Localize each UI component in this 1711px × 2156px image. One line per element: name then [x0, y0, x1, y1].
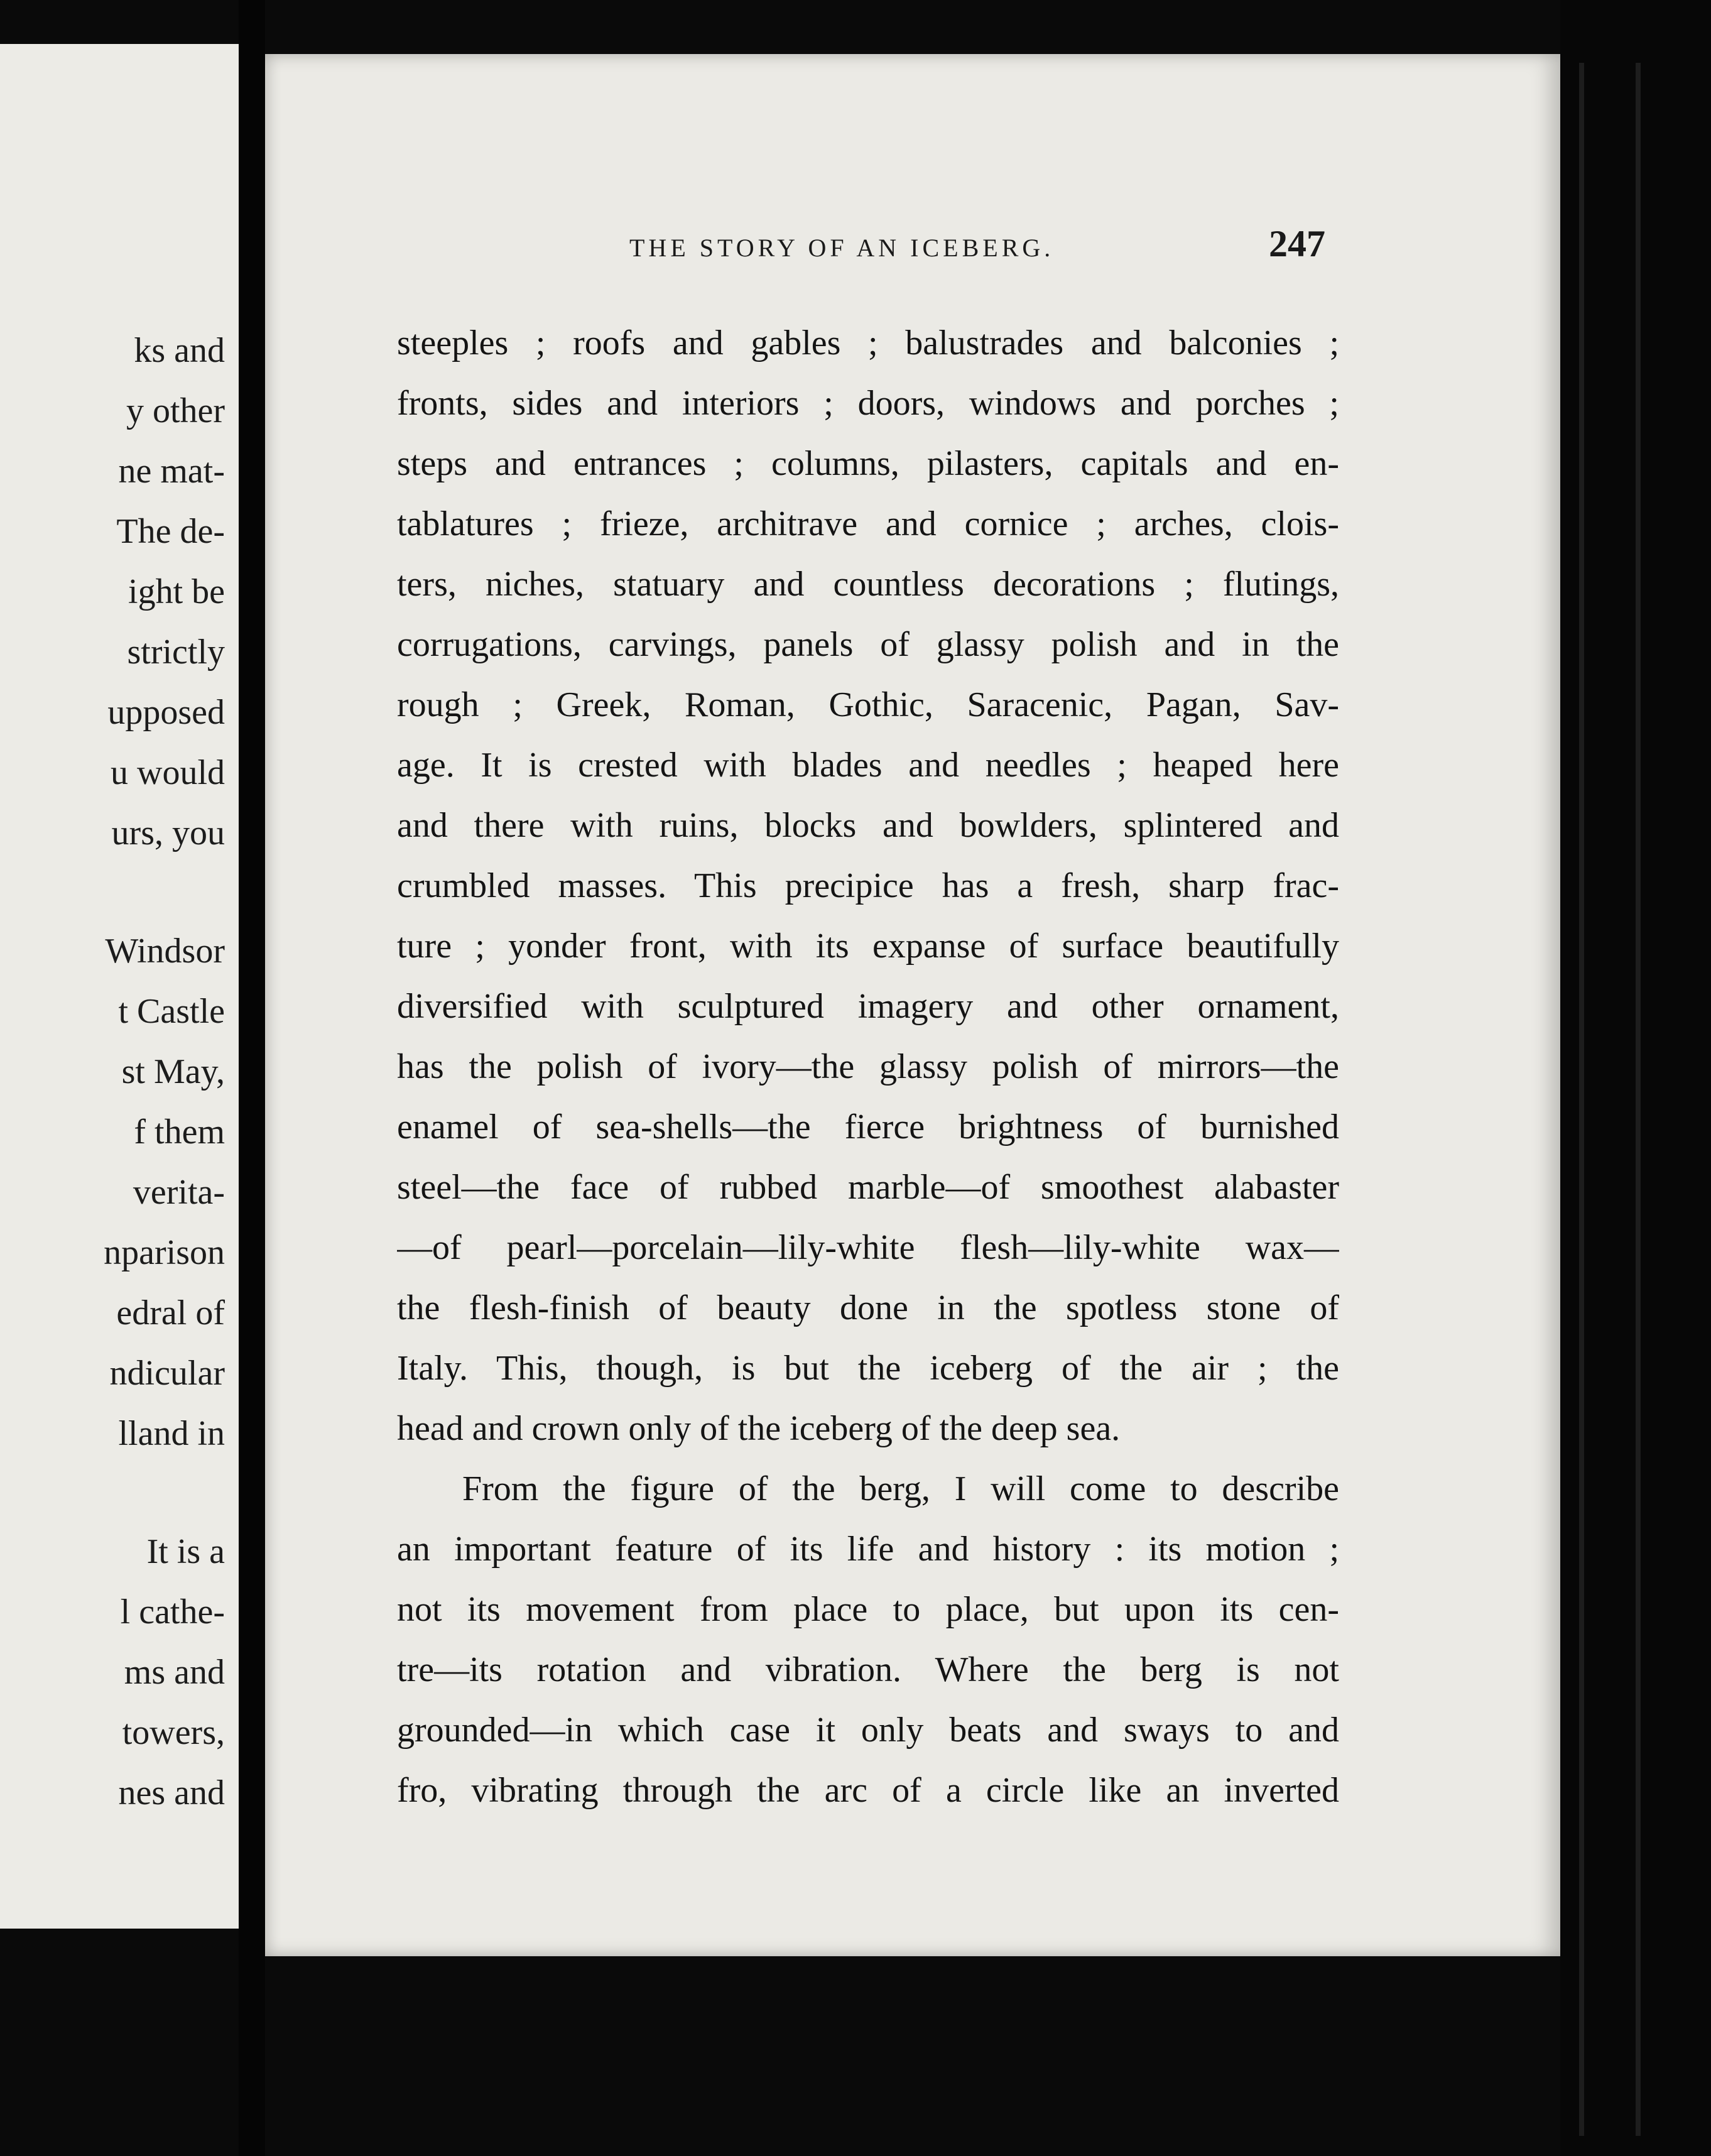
previous-page-line: u would [111, 753, 225, 792]
text-line: corrugations, carvings, panels of glassy polish and in the [397, 625, 1339, 664]
previous-page-line: ne mat- [118, 452, 225, 491]
text-line: steeples ; roofs and gables ; balustrades and balconies ; [397, 324, 1339, 362]
text-line: fro, vibrating through the arc of a circle like an inverted [397, 1771, 1339, 1810]
text-line: an important feature of its life and history : its motion ; [397, 1530, 1339, 1569]
text-line: tablatures ; frieze, architrave and cornice ; arches, clois- [397, 504, 1339, 543]
previous-page-line: t Castle [118, 992, 225, 1031]
previous-page-gap [0, 1464, 225, 1522]
text-line: and there with ruins, blocks and bowlders, splintered and [397, 806, 1339, 845]
previous-page-line: urs, you [111, 814, 225, 852]
previous-page-line: It is a [146, 1532, 225, 1571]
text-line: crumbled masses. This precipice has a fresh, sharp frac- [397, 866, 1339, 905]
previous-page-line: lland in [118, 1414, 225, 1453]
previous-page-line: ms and [124, 1653, 225, 1692]
text-line: rough ; Greek, Roman, Gothic, Saracenic, Pagan, Sav- [397, 685, 1339, 724]
previous-page-line: ight be [128, 572, 225, 611]
previous-page-line: towers, [122, 1713, 225, 1752]
previous-page-gap [0, 863, 225, 921]
previous-page-line: nes and [118, 1773, 225, 1812]
previous-page-line: y other [126, 391, 225, 430]
text-line: tre—its rotation and vibration. Where the berg is not [397, 1650, 1339, 1689]
binding-stripe [1579, 63, 1584, 2136]
previous-page-line: edral of [116, 1293, 225, 1332]
page-number: 247 [1269, 223, 1325, 264]
previous-page-line: ndicular [109, 1354, 225, 1393]
running-head: THE STORY OF AN ICEBERG. [629, 234, 1055, 262]
binding-stripe [1636, 63, 1641, 2136]
previous-page-line: Windsor [105, 932, 225, 971]
book-page [265, 54, 1560, 1956]
text-line: head and crown only of the iceberg of the deep sea. [397, 1409, 1121, 1448]
text-line: ture ; yonder front, with its expanse of surface beautifully [397, 927, 1339, 966]
previous-page-line: l cathe- [120, 1592, 225, 1631]
text-line: —of pearl—porcelain—lily-white flesh—lily-white wax— [397, 1228, 1339, 1267]
text-line: ters, niches, statuary and countless decorations ; flutings, [397, 565, 1339, 604]
book-gutter [239, 0, 265, 2156]
text-line: diversified with sculptured imagery and other ornament, [397, 987, 1339, 1026]
text-line: not its movement from place to place, but upon its cen- [397, 1590, 1339, 1629]
text-line: the flesh-finish of beauty done in the spotless stone of [397, 1288, 1339, 1327]
text-line: steps and entrances ; columns, pilasters, capitals and en- [397, 444, 1339, 483]
previous-page-fragment [0, 44, 239, 1929]
previous-page-line: strictly [127, 633, 225, 672]
text-line: fronts, sides and interiors ; doors, windows and porches ; [397, 384, 1339, 423]
body-text [397, 313, 1339, 1821]
previous-page-line: verita- [133, 1173, 225, 1212]
text-line: enamel of sea-shells—the fierce brightness of burnished [397, 1108, 1339, 1146]
text-line: steel—the face of rubbed marble—of smoothest alabaster [397, 1168, 1339, 1207]
previous-page-line: f them [134, 1113, 225, 1152]
previous-page-line: st May, [121, 1052, 225, 1091]
previous-page-line: ks and [134, 331, 225, 370]
binding-edge [1560, 0, 1711, 2156]
previous-page-line: upposed [107, 693, 225, 732]
text-line: From the figure of the berg, I will come to describe [462, 1469, 1339, 1508]
previous-page-line: The de- [116, 512, 225, 551]
text-line: grounded—in which case it only beats and sways to and [397, 1711, 1339, 1750]
text-line: age. It is crested with blades and needles ; heaped here [397, 746, 1339, 785]
text-line: has the polish of ivory—the glassy polish of mirrors—the [397, 1047, 1339, 1086]
previous-page-line: nparison [104, 1233, 225, 1272]
text-line: Italy. This, though, is but the iceberg of the air ; the [397, 1349, 1339, 1388]
previous-page-text [0, 320, 225, 1823]
